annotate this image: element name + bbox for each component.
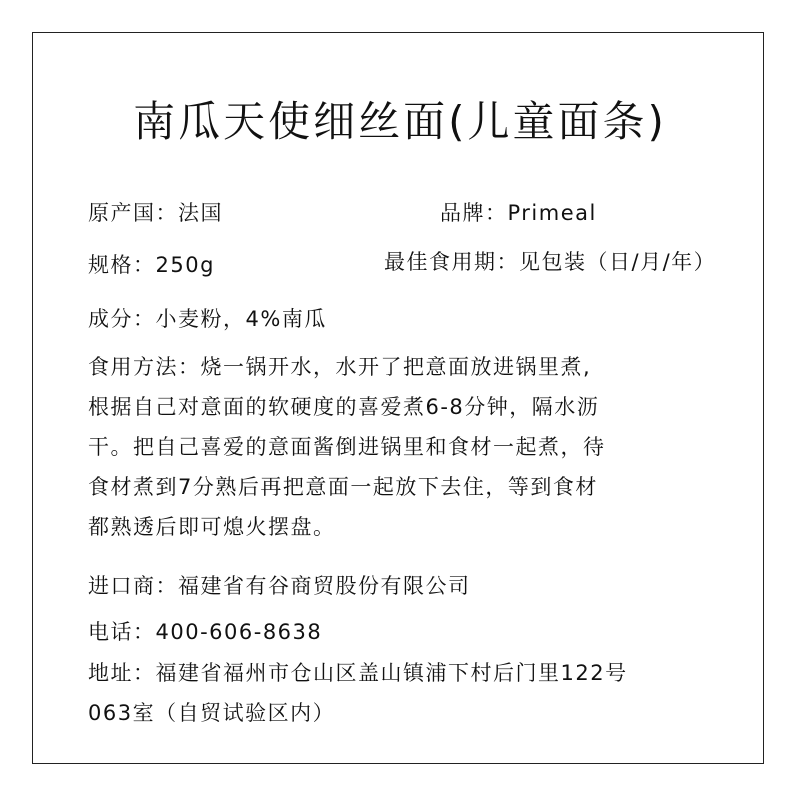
importer-name: 进口商：福建省有谷商贸股份有限公司	[88, 574, 471, 598]
ingredients-field: 成分：小麦粉，4%南瓜	[88, 307, 327, 331]
importer-address	[88, 653, 728, 733]
importer-phone: 电话：400-606-8638	[88, 620, 323, 644]
usage-line: 干。把自己喜爱的意面酱倒进锅里和食材一起煮，待	[88, 435, 606, 459]
usage-line: 食用方法：烧一锅开水，水开了把意面放进锅里煮,	[88, 355, 592, 379]
address-line: 地址：福建省福州市仓山区盖山镇浦下村后门里122号	[88, 661, 628, 685]
spec-field: 规格：250g	[88, 253, 215, 277]
address-line: 063室（自贸试验区内）	[88, 701, 336, 725]
usage-instructions	[88, 347, 728, 547]
brand-field: 品牌：Primeal	[440, 201, 597, 225]
best-before-field: 最佳食用期：见包装（日/月/年）	[384, 250, 717, 274]
origin-field: 原产国：法国	[88, 201, 223, 225]
product-title: 南瓜天使细丝面(儿童面条)	[133, 97, 667, 146]
usage-line: 根据自己对意面的软硬度的喜爱煮6-8分钟，隔水沥	[88, 395, 600, 419]
usage-line: 食材煮到7分熟后再把意面一起放下去住，等到食材	[88, 475, 598, 499]
usage-line: 都熟透后即可熄火摆盘。	[88, 515, 336, 539]
